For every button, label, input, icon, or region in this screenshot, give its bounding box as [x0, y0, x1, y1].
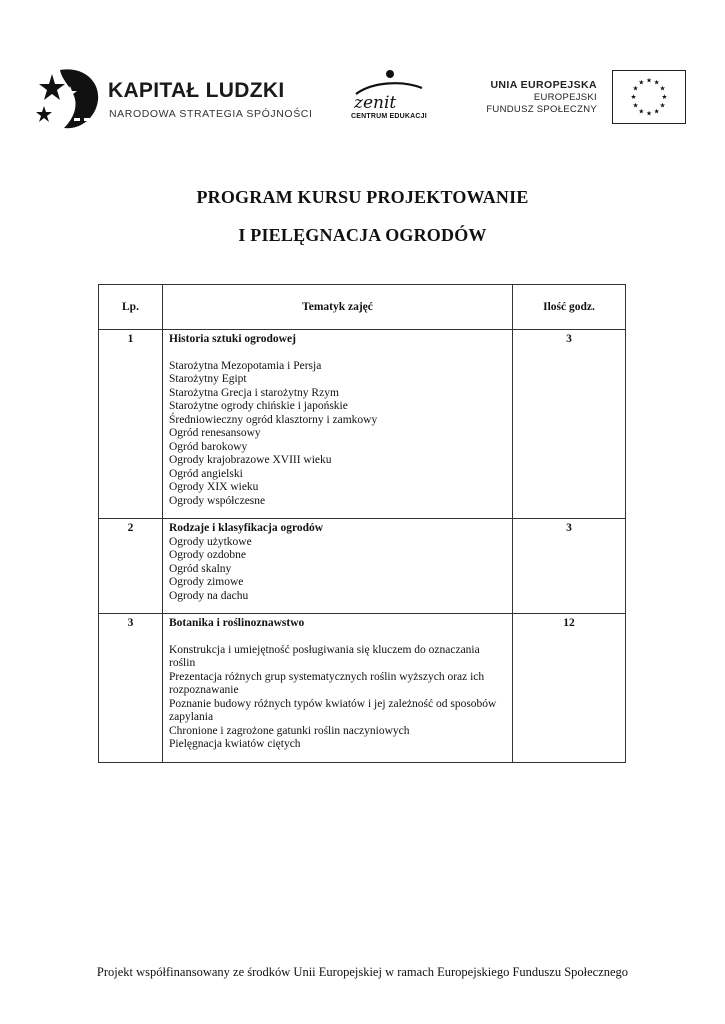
list-item: Ogrody krajobrazowe XVIII wieku	[169, 454, 332, 466]
document-title-line-1: PROGRAM KURSU PROJEKTOWANIE	[196, 187, 529, 207]
topic-title: Historia sztuki ogrodowej	[169, 333, 296, 345]
list-item: Starożytna Mezopotamia i Persja	[169, 359, 322, 372]
row-hours: 12	[513, 614, 626, 763]
header-lp: Lp.	[99, 285, 163, 330]
row-topic	[163, 519, 513, 614]
kapital-ludzki-emblem-icon	[30, 66, 104, 132]
table-row	[99, 614, 626, 763]
row-topic	[163, 330, 513, 519]
svg-text:★: ★	[653, 78, 660, 87]
zenit-wordmark-icon	[350, 68, 426, 112]
list-item: Starożytne ogrody chińskie i japońskie	[169, 400, 348, 412]
page-footer: Projekt współfinansowany ze środków Unii Europejskiej w ramach Europejskiego Funduszu Społecznego	[96, 965, 629, 979]
svg-text:★: ★	[659, 84, 666, 93]
svg-text:★: ★	[632, 101, 639, 110]
row-hours: 3	[513, 330, 626, 519]
eu-flag-icon	[612, 70, 686, 124]
svg-text:★: ★	[659, 101, 666, 110]
list-item: Ogród skalny	[169, 562, 232, 575]
list-item: Poznanie budowy różnych typów kwiatów i jej zależność od sposobów zapylania	[169, 697, 497, 723]
list-item: Starożytna Grecja i starożytny Rzym	[169, 386, 339, 399]
table-header-row	[99, 285, 626, 330]
svg-text:★: ★	[632, 84, 639, 93]
kapital-ludzki-logo	[30, 66, 320, 132]
page-header	[0, 66, 725, 136]
table-row	[99, 519, 626, 614]
list-item: Ogrody ozdobne	[169, 549, 246, 561]
list-item: Ogrody użytkowe	[169, 535, 252, 548]
eu-fund-label-1: EUROPEJSKI	[533, 92, 597, 103]
list-item: Średniowieczny ogród klasztorny i zamkowy	[169, 413, 378, 426]
list-item: Pielęgnacja kwiatów ciętych	[169, 738, 301, 750]
svg-text:★: ★	[638, 78, 645, 87]
list-item: Ogród barokowy	[169, 440, 248, 453]
document-title	[0, 178, 725, 254]
kapital-ludzki-title: KAPITAŁ LUDZKI	[108, 79, 285, 102]
list-item: Konstrukcja i umiejętność posługiwania się kluczem do oznaczania roślin	[169, 643, 480, 669]
list-item: Starożytny Egipt	[169, 373, 247, 385]
list-item: Ogrody zimowe	[169, 576, 244, 588]
eu-fund-label-2: FUNDUSZ SPOŁECZNY	[486, 104, 597, 115]
svg-text:★: ★	[661, 92, 668, 101]
list-item: Prezentacja różnych grup systematycznych roślin wyższych oraz ich rozpoznawanie	[169, 670, 485, 696]
row-lp: 3	[99, 614, 163, 763]
list-item: Ogród angielski	[169, 467, 243, 480]
zenit-wordmark: zenit	[354, 93, 397, 112]
header-hours: Ilość godz.	[513, 285, 626, 330]
row-topic	[163, 614, 513, 763]
list-item: Ogrody na dachu	[169, 589, 249, 602]
row-lp: 2	[99, 519, 163, 614]
list-item: Ogrody XIX wieku	[169, 481, 259, 493]
svg-text:★: ★	[653, 107, 660, 116]
eu-text-block	[486, 78, 597, 116]
program-table	[98, 284, 626, 763]
row-lp: 1	[99, 330, 163, 519]
eu-logo	[475, 70, 690, 126]
eu-union-label: UNIA EUROPEJSKA	[490, 79, 597, 91]
svg-text:★: ★	[645, 76, 653, 85]
header-topic: Tematyk zajęć	[163, 285, 513, 330]
document-title-line-2: I PIELĘGNACJA OGRODÓW	[238, 225, 487, 245]
table-row	[99, 330, 626, 519]
topic-title: Rodzaje i klasyfikacja ogrodów	[169, 522, 324, 534]
svg-text:★: ★	[645, 109, 653, 118]
svg-text:★: ★	[638, 107, 645, 116]
list-item: Chronione i zagrożone gatunki roślin naczyniowych	[169, 724, 410, 737]
list-item: Ogrody współczesne	[169, 494, 266, 507]
zenit-logo	[345, 66, 435, 132]
zenit-caption: CENTRUM EDUKACJI	[351, 113, 427, 120]
list-item: Ogród renesansowy	[169, 427, 261, 439]
row-hours: 3	[513, 519, 626, 614]
kapital-ludzki-subtitle: NARODOWA STRATEGIA SPÓJNOŚCI	[109, 108, 313, 120]
svg-text:★: ★	[630, 92, 637, 101]
topic-title: Botanika i roślinoznawstwo	[169, 617, 305, 629]
